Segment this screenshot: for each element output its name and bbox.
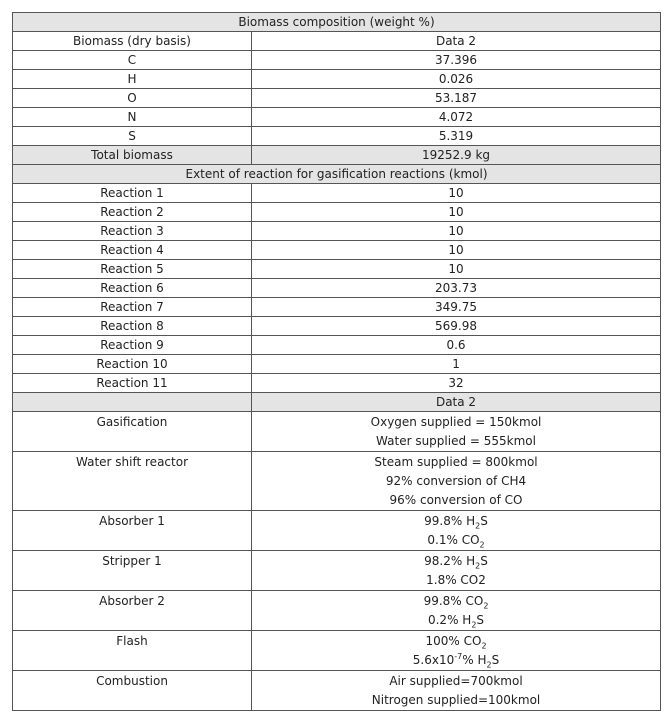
reaction-name: Reaction 11 — [13, 374, 252, 393]
condition-text: 0.1% CO — [427, 533, 480, 547]
subscript: 2 — [475, 561, 481, 571]
table-row — [13, 336, 661, 355]
condition-line: Oxygen supplied = 150kmol — [370, 415, 542, 429]
unit-label: Stripper 1 — [13, 551, 252, 591]
unit-conditions — [252, 511, 661, 551]
reaction-value: 569.98 — [252, 317, 661, 336]
composition-header-label: Biomass (dry basis) — [13, 32, 252, 51]
condition-line — [252, 632, 660, 651]
condition-line — [252, 592, 660, 611]
condition-text: 99.8% H — [424, 514, 476, 528]
condition-text: S — [476, 613, 485, 627]
condition-line: 92% conversion of CH4 — [385, 474, 527, 488]
element-value: 37.396 — [252, 51, 661, 70]
subscript: 2 — [479, 540, 485, 550]
unit-label: Flash — [13, 631, 252, 671]
total-biomass-label: Total biomass — [13, 146, 252, 165]
element-value: 4.072 — [252, 108, 661, 127]
biomass-data-table — [12, 12, 661, 711]
subscript: 2 — [481, 641, 487, 651]
subscript: 2 — [483, 601, 489, 611]
table-row — [13, 203, 661, 222]
table-row — [13, 70, 661, 89]
element-name: O — [13, 89, 252, 108]
condition-line: Water supplied = 555kmol — [376, 434, 536, 448]
total-biomass-value: 19252.9 kg — [252, 146, 661, 165]
subscript: 2 — [486, 660, 492, 670]
table-row — [13, 222, 661, 241]
condition-text: 5.6x10 — [412, 653, 455, 667]
units-header-row — [13, 393, 661, 412]
reaction-name: Reaction 1 — [13, 184, 252, 203]
absorber-1-row — [13, 511, 661, 551]
data-table-sheet — [12, 12, 660, 711]
unit-conditions — [252, 452, 661, 511]
unit-label: Absorber 2 — [13, 591, 252, 631]
condition-text: S — [480, 554, 488, 568]
stripper-1-row — [13, 551, 661, 591]
condition-line: 96% conversion of CO — [389, 493, 523, 507]
unit-conditions — [252, 631, 661, 671]
condition-line: 1.8% CO2 — [426, 573, 486, 587]
table-row — [13, 317, 661, 336]
reaction-value: 10 — [252, 203, 661, 222]
table-row — [13, 89, 661, 108]
unit-label: Gasification — [13, 412, 252, 452]
unit-conditions — [252, 671, 661, 711]
unit-label: Water shift reactor — [13, 452, 252, 511]
table-row — [13, 51, 661, 70]
units-header-blank — [13, 393, 252, 412]
element-name: S — [13, 127, 252, 146]
condition-text: S — [491, 653, 500, 667]
condition-line: Steam supplied = 800kmol — [374, 455, 538, 469]
condition-text: 99.8% CO — [423, 594, 484, 608]
condition-text: S — [480, 514, 488, 528]
extent-title: Extent of reaction for gasification reactions (kmol) — [13, 165, 661, 184]
unit-conditions — [252, 591, 661, 631]
reaction-name: Reaction 10 — [13, 355, 252, 374]
element-name: H — [13, 70, 252, 89]
condition-line: Air supplied=700kmol — [389, 674, 523, 688]
subscript: 2 — [475, 521, 481, 531]
table-row — [13, 298, 661, 317]
reaction-name: Reaction 2 — [13, 203, 252, 222]
table-row — [13, 279, 661, 298]
total-biomass-row — [13, 146, 661, 165]
condition-text: 100% CO — [425, 634, 482, 648]
subscript: 2 — [471, 620, 477, 630]
unit-conditions — [252, 412, 661, 452]
table-row — [13, 184, 661, 203]
composition-header-row — [13, 32, 661, 51]
unit-label: Combustion — [13, 671, 252, 711]
reaction-name: Reaction 8 — [13, 317, 252, 336]
reaction-value: 349.75 — [252, 298, 661, 317]
absorber-2-row — [13, 591, 661, 631]
reaction-value: 10 — [252, 260, 661, 279]
table-row — [13, 260, 661, 279]
element-value: 53.187 — [252, 89, 661, 108]
table-row — [13, 241, 661, 260]
reaction-value: 203.73 — [252, 279, 661, 298]
composition-title: Biomass composition (weight %) — [13, 13, 661, 32]
condition-text: 0.2% H — [427, 613, 472, 627]
reaction-name: Reaction 4 — [13, 241, 252, 260]
reaction-value: 1 — [252, 355, 661, 374]
water-shift-row — [13, 452, 661, 511]
reaction-name: Reaction 5 — [13, 260, 252, 279]
unit-label: Absorber 1 — [13, 511, 252, 551]
reaction-name: Reaction 9 — [13, 336, 252, 355]
condition-line — [252, 611, 660, 630]
element-name: N — [13, 108, 252, 127]
table-row — [13, 127, 661, 146]
reaction-value: 32 — [252, 374, 661, 393]
element-value: 5.319 — [252, 127, 661, 146]
condition-line — [252, 531, 660, 550]
reaction-name: Reaction 3 — [13, 222, 252, 241]
condition-text: 98.2% H — [424, 554, 476, 568]
condition-text: % H — [462, 653, 487, 667]
units-header-value: Data 2 — [252, 393, 661, 412]
combustion-row — [13, 671, 661, 711]
reaction-name: Reaction 6 — [13, 279, 252, 298]
condition-line — [252, 512, 660, 531]
element-value: 0.026 — [252, 70, 661, 89]
extent-title-row — [13, 165, 661, 184]
reaction-value: 0.6 — [252, 336, 661, 355]
reaction-value: 10 — [252, 241, 661, 260]
condition-line: Nitrogen supplied=100kmol — [371, 693, 541, 707]
flash-row — [13, 631, 661, 671]
composition-header-value: Data 2 — [252, 32, 661, 51]
element-name: C — [13, 51, 252, 70]
composition-title-row — [13, 13, 661, 32]
unit-conditions — [252, 551, 661, 591]
condition-line — [252, 552, 660, 571]
reaction-name: Reaction 7 — [13, 298, 252, 317]
gasification-row — [13, 412, 661, 452]
condition-line — [252, 651, 660, 670]
table-row — [13, 108, 661, 127]
superscript: -7 — [454, 652, 463, 661]
reaction-value: 10 — [252, 184, 661, 203]
reaction-value: 10 — [252, 222, 661, 241]
table-row — [13, 374, 661, 393]
table-row — [13, 355, 661, 374]
